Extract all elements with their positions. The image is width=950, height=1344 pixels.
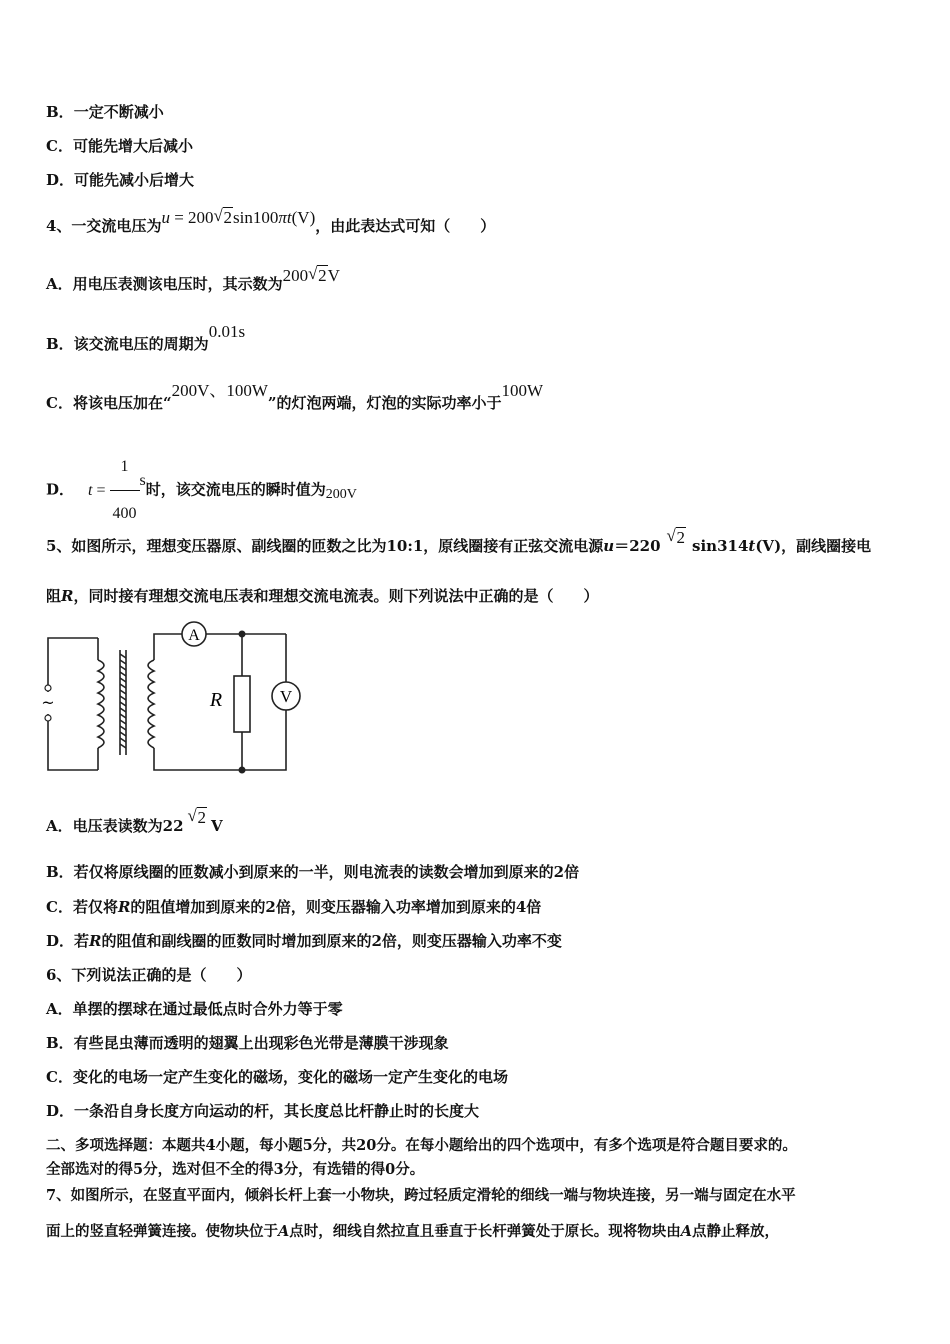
q7-stem-line2: 面上的竖直轻弹簧连接。使物块位于A点时，细线自然拉直且垂直于长杆弹簧处于原长。现将物块由A点静止释放， bbox=[46, 1223, 780, 1240]
q5-stem-line2: 阻R，同时接有理想交流电压表和理想交流电流表。则下列说法中正确的是（ ） bbox=[46, 587, 599, 605]
q5-option-b: B．若仅将原线圈的匝数减小到原来的一半，则电流表的读数会增加到原来的2倍 bbox=[46, 863, 580, 881]
resistor-label: R bbox=[209, 689, 223, 711]
q6-option-a: A．单摆的摆球在通过最低点时合外力等于零 bbox=[46, 1000, 343, 1018]
voltmeter-icon bbox=[272, 682, 300, 710]
q3-option-c: C．可能先增大后减小 bbox=[46, 137, 193, 155]
ammeter-icon bbox=[182, 622, 206, 646]
q5-option-a: A．电压表读数为22√ 2 V bbox=[46, 816, 223, 836]
q5-option-c: C．若仅将R的阻值增加到原来的2倍，则变压器输入功率增加到原来的4倍 bbox=[46, 898, 542, 916]
q6-option-b: B．有些昆虫薄而透明的翅翼上出现彩色光带是薄膜干涉现象 bbox=[46, 1034, 449, 1052]
svg-text:A: A bbox=[188, 627, 200, 644]
q4-formula: u = 200√ 2sin100πt(V) bbox=[161, 208, 315, 227]
q5-option-d: D．若R的阻值和副线圈的匝数同时增加到原来的2倍，则变压器输入功率不变 bbox=[46, 932, 562, 950]
q7-stem-line1: 7、如图所示，在竖直平面内，倾斜长杆上套一小物块，跨过轻质定滑轮的细线一端与物块连接，另一端与固定在水平 bbox=[46, 1187, 796, 1204]
section2-heading-line2: 全部选对的得5分，选对但不全的得3分，有选错的得0分。 bbox=[46, 1161, 425, 1178]
q6-stem: 6、下列说法正确的是（ ） bbox=[46, 966, 252, 984]
svg-text:V: V bbox=[279, 687, 293, 706]
q6-option-c: C．变化的电场一定产生变化的磁场，变化的磁场一定产生变化的电场 bbox=[46, 1068, 508, 1086]
ac-source-icon bbox=[41, 685, 54, 721]
q3-option-b: B．一定不断减小 bbox=[46, 103, 164, 121]
svg-text:~: ~ bbox=[41, 693, 55, 712]
q6-option-d: D．一条沿自身长度方向运动的杆，其长度总比杆静止时的长度大 bbox=[46, 1102, 480, 1120]
q4-option-d: D． t = $\frac{1}{400}$ s时，该交流电压的瞬时值为200V bbox=[46, 444, 357, 537]
q4-option-a: A．用电压表测该电压时，其示数为200√ 2V bbox=[46, 274, 340, 294]
section2-heading-line1: 二、多项选择题：本题共4小题，每小题5分，共20分。在每小题给出的四个选项中，有多个选项是符合题目要求的。 bbox=[46, 1137, 797, 1154]
q5-stem-line1: 5、如图所示，理想变压器原、副线圈的匝数之比为10:1，原线圈接有正弦交流电源u＝220√ 2 sin314t(V)，副线圈接电 bbox=[46, 536, 871, 556]
q4-option-b: B．该交流电压的周期为0.01s bbox=[46, 322, 246, 353]
transformer-circuit-diagram bbox=[41, 620, 304, 776]
q3-option-d: D．可能先减小后增大 bbox=[46, 171, 195, 189]
q4-stem: 4、一交流电压为u = 200√ 2sin100πt(V)，由此表达式可知（ ） bbox=[46, 216, 495, 236]
q4-option-c: C．将该电压加在“200V、100W”的灯泡两端，灯泡的实际功率小于100W bbox=[46, 381, 544, 412]
